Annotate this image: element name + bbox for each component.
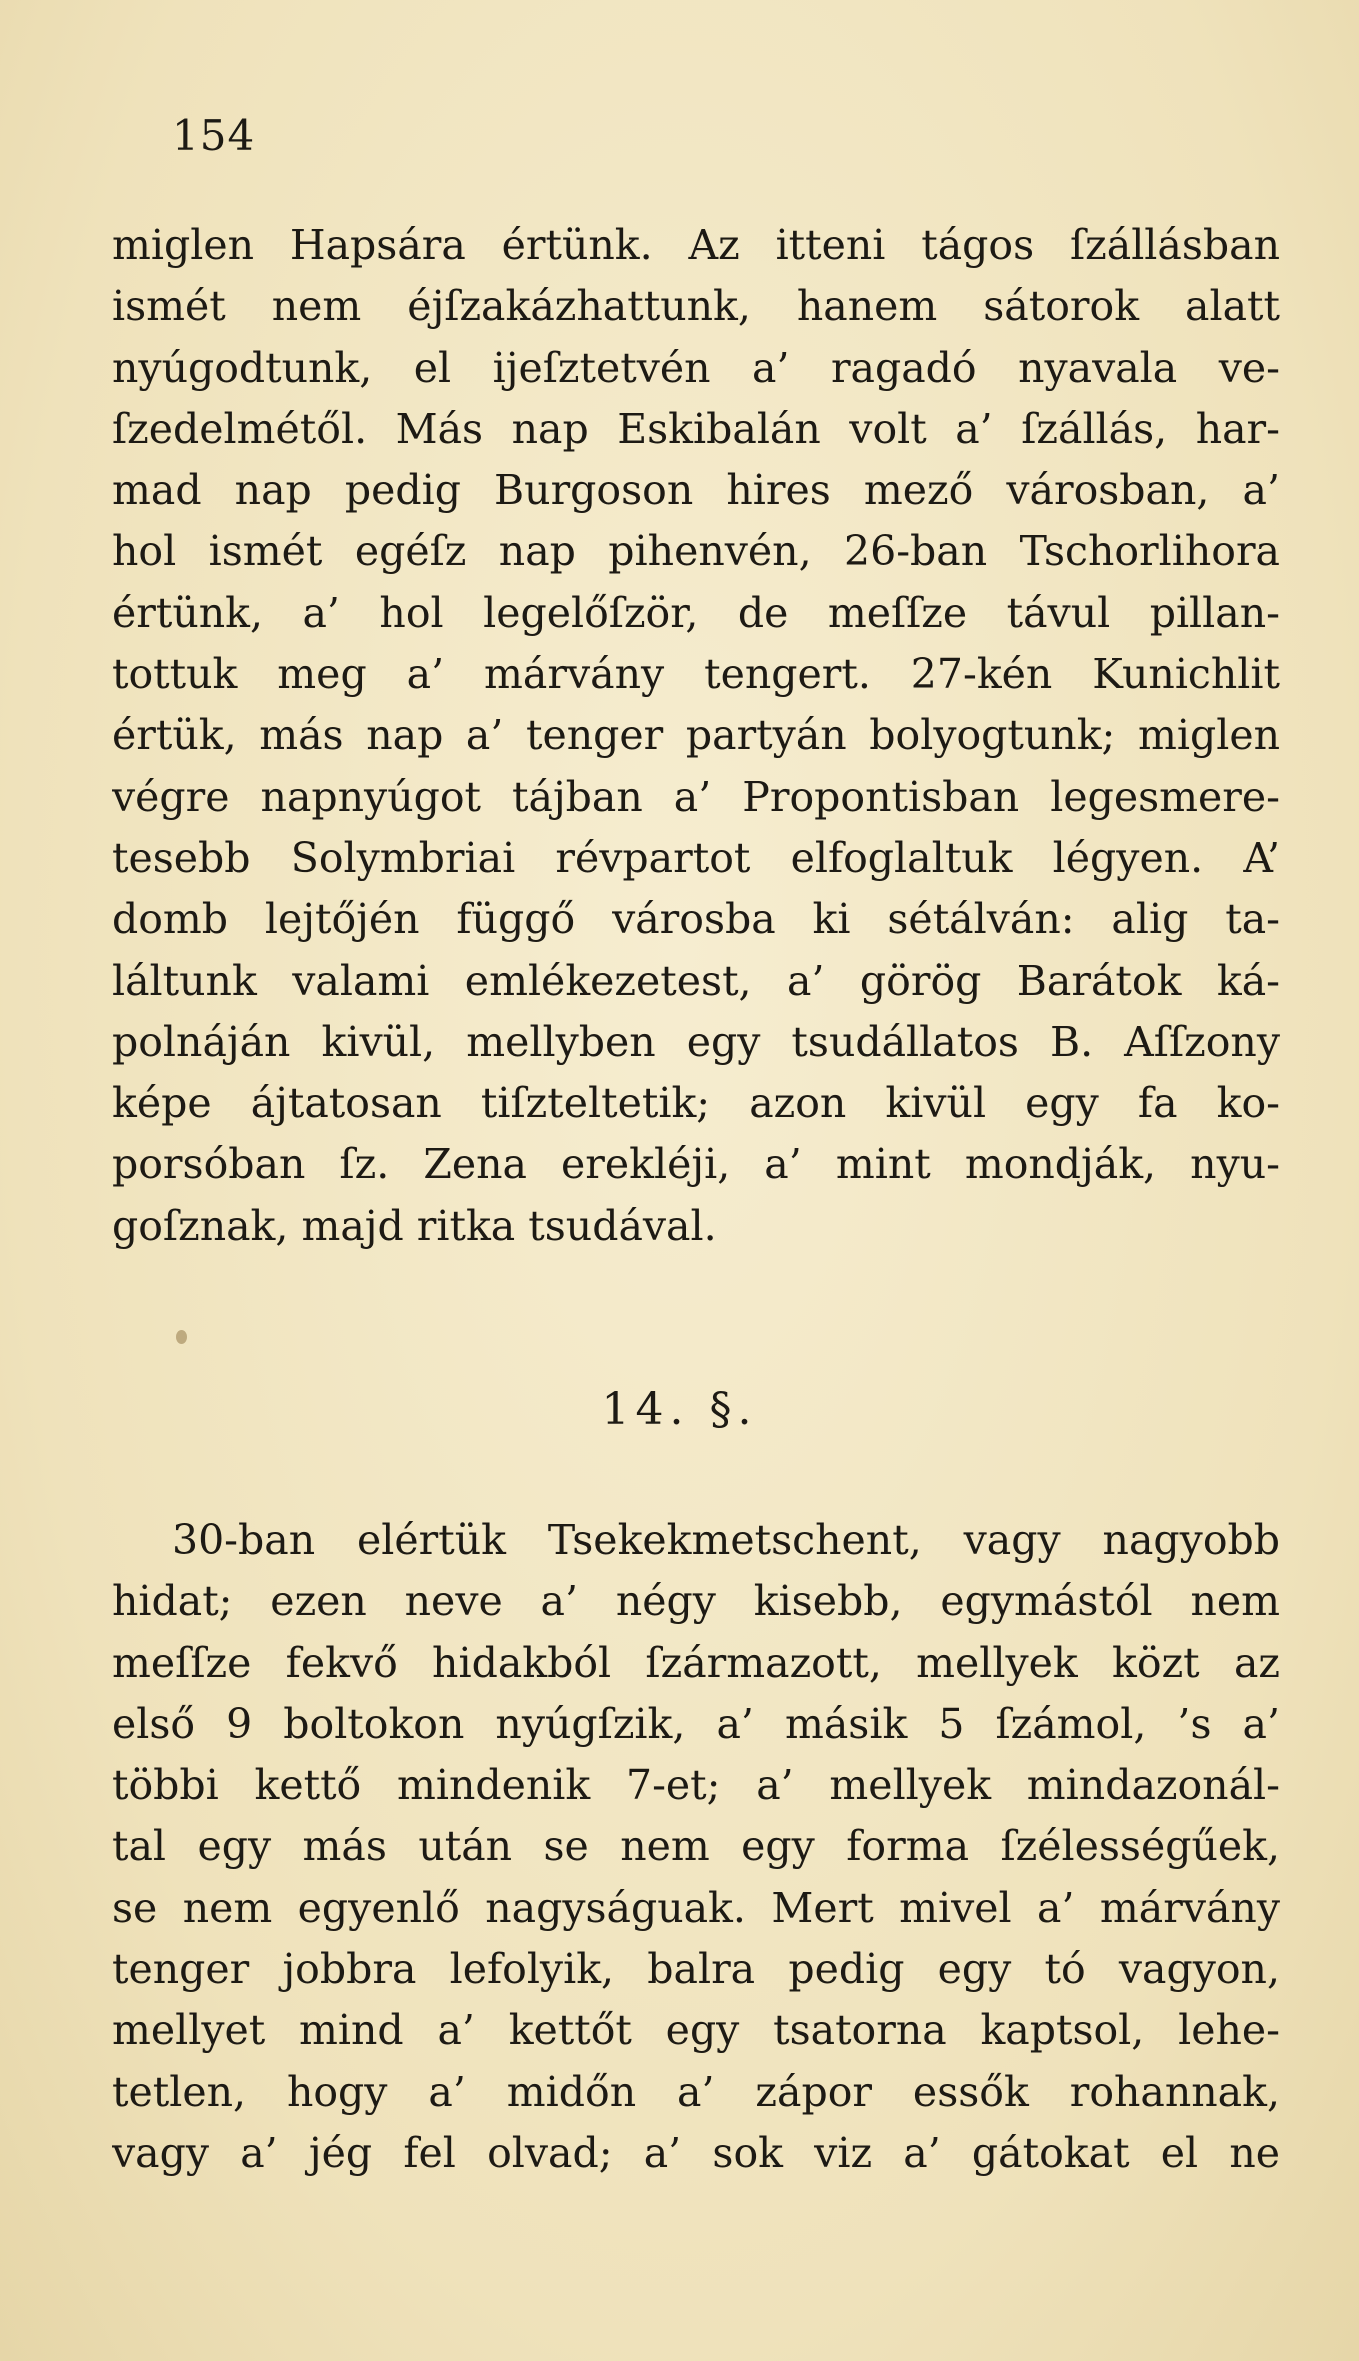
paragraph-2 — [112, 1510, 1280, 2184]
text-line: goſznak, majd ritka tsudával. — [112, 1201, 717, 1250]
text-line: mellyet mind a’ kettőt egy tsatorna kaptsol, lehe- — [112, 2006, 1280, 2055]
ink-spot — [176, 1330, 187, 1344]
text-line: miglen Hapsára értünk. Az itteni tágos ſzállásban — [112, 221, 1280, 269]
text-line: nyúgodtunk, el ijeſztetvén a’ ragadó nyavala ve- — [112, 343, 1280, 392]
text-line: hol ismét egéſz nap pihenvén, 26-ban Tschorlihora — [112, 527, 1280, 576]
text-line: se nem egyenlő nagyságuak. Mert mivel a’ márvány — [112, 1883, 1280, 1932]
text-line: meſſze fekvő hidakból ſzármazott, mellyek közt az — [112, 1638, 1280, 1687]
section-heading: 14. §. — [601, 1384, 758, 1435]
paragraph-1 — [112, 215, 1280, 1257]
text-line: tetlen, hogy a’ midőn a’ zápor essők rohannak, — [112, 2067, 1280, 2116]
text-line: porsóban ſz. Zena erekléji, a’ mint mondják, nyu- — [112, 1140, 1280, 1189]
text-line: többi kettő mindenik 7-et; a’ mellyek mindazonál- — [112, 1761, 1280, 1810]
text-line: mad nap pedig Burgoson hires mező városban, a’ — [112, 466, 1280, 515]
text-line: ismét nem éjſzakázhattunk, hanem sátorok alatt — [112, 282, 1280, 331]
text-line: ſzedelmétől. Más nap Eskibalán volt a’ ſzállás, har- — [112, 404, 1280, 453]
text-line: végre napnyúgot tájban a’ Propontisban legesmere- — [112, 772, 1280, 821]
text-line: láltunk valami emlékezetest, a’ görög Barátok ká- — [112, 956, 1280, 1005]
text-line: vagy a’ jég fel olvad; a’ sok viz a’ gátokat el ne — [112, 2128, 1280, 2177]
text-line: polnáján kivül, mellyben egy tsudállatos B. Aſſzony — [112, 1017, 1280, 1066]
page-number: 154 — [172, 111, 256, 160]
text-line: képe ájtatosan tiſzteltetik; azon kivül egy fa ko- — [112, 1079, 1280, 1128]
text-line: tal egy más után se nem egy forma ſzélességűek, — [112, 1822, 1280, 1871]
text-line: értük, más nap a’ tenger partyán bolyogtunk; miglen — [112, 711, 1280, 760]
text-line: domb lejtőjén függő városba ki sétálván: alig ta- — [112, 895, 1280, 944]
text-line: értünk, a’ hol legelőſzör, de meſſze távul pillan- — [112, 588, 1280, 637]
text-line: tottuk meg a’ márvány tengert. 27-kén Kunichlit — [112, 650, 1280, 699]
text-line: első 9 boltokon nyúgſzik, a’ másik 5 ſzámol, ’s a’ — [112, 1699, 1280, 1748]
text-line: tesebb Solymbriai révpartot elfoglaltuk légyen. A’ — [112, 833, 1280, 882]
text-line: hidat; ezen neve a’ négy kisebb, egymástól nem — [112, 1577, 1280, 1626]
text-line: tenger jobbra lefolyik, balra pedig egy tó vagyon, — [112, 1945, 1280, 1994]
text-line: 30-ban elértük Tsekekmetschent, vagy nagyobb — [172, 1516, 1280, 1564]
